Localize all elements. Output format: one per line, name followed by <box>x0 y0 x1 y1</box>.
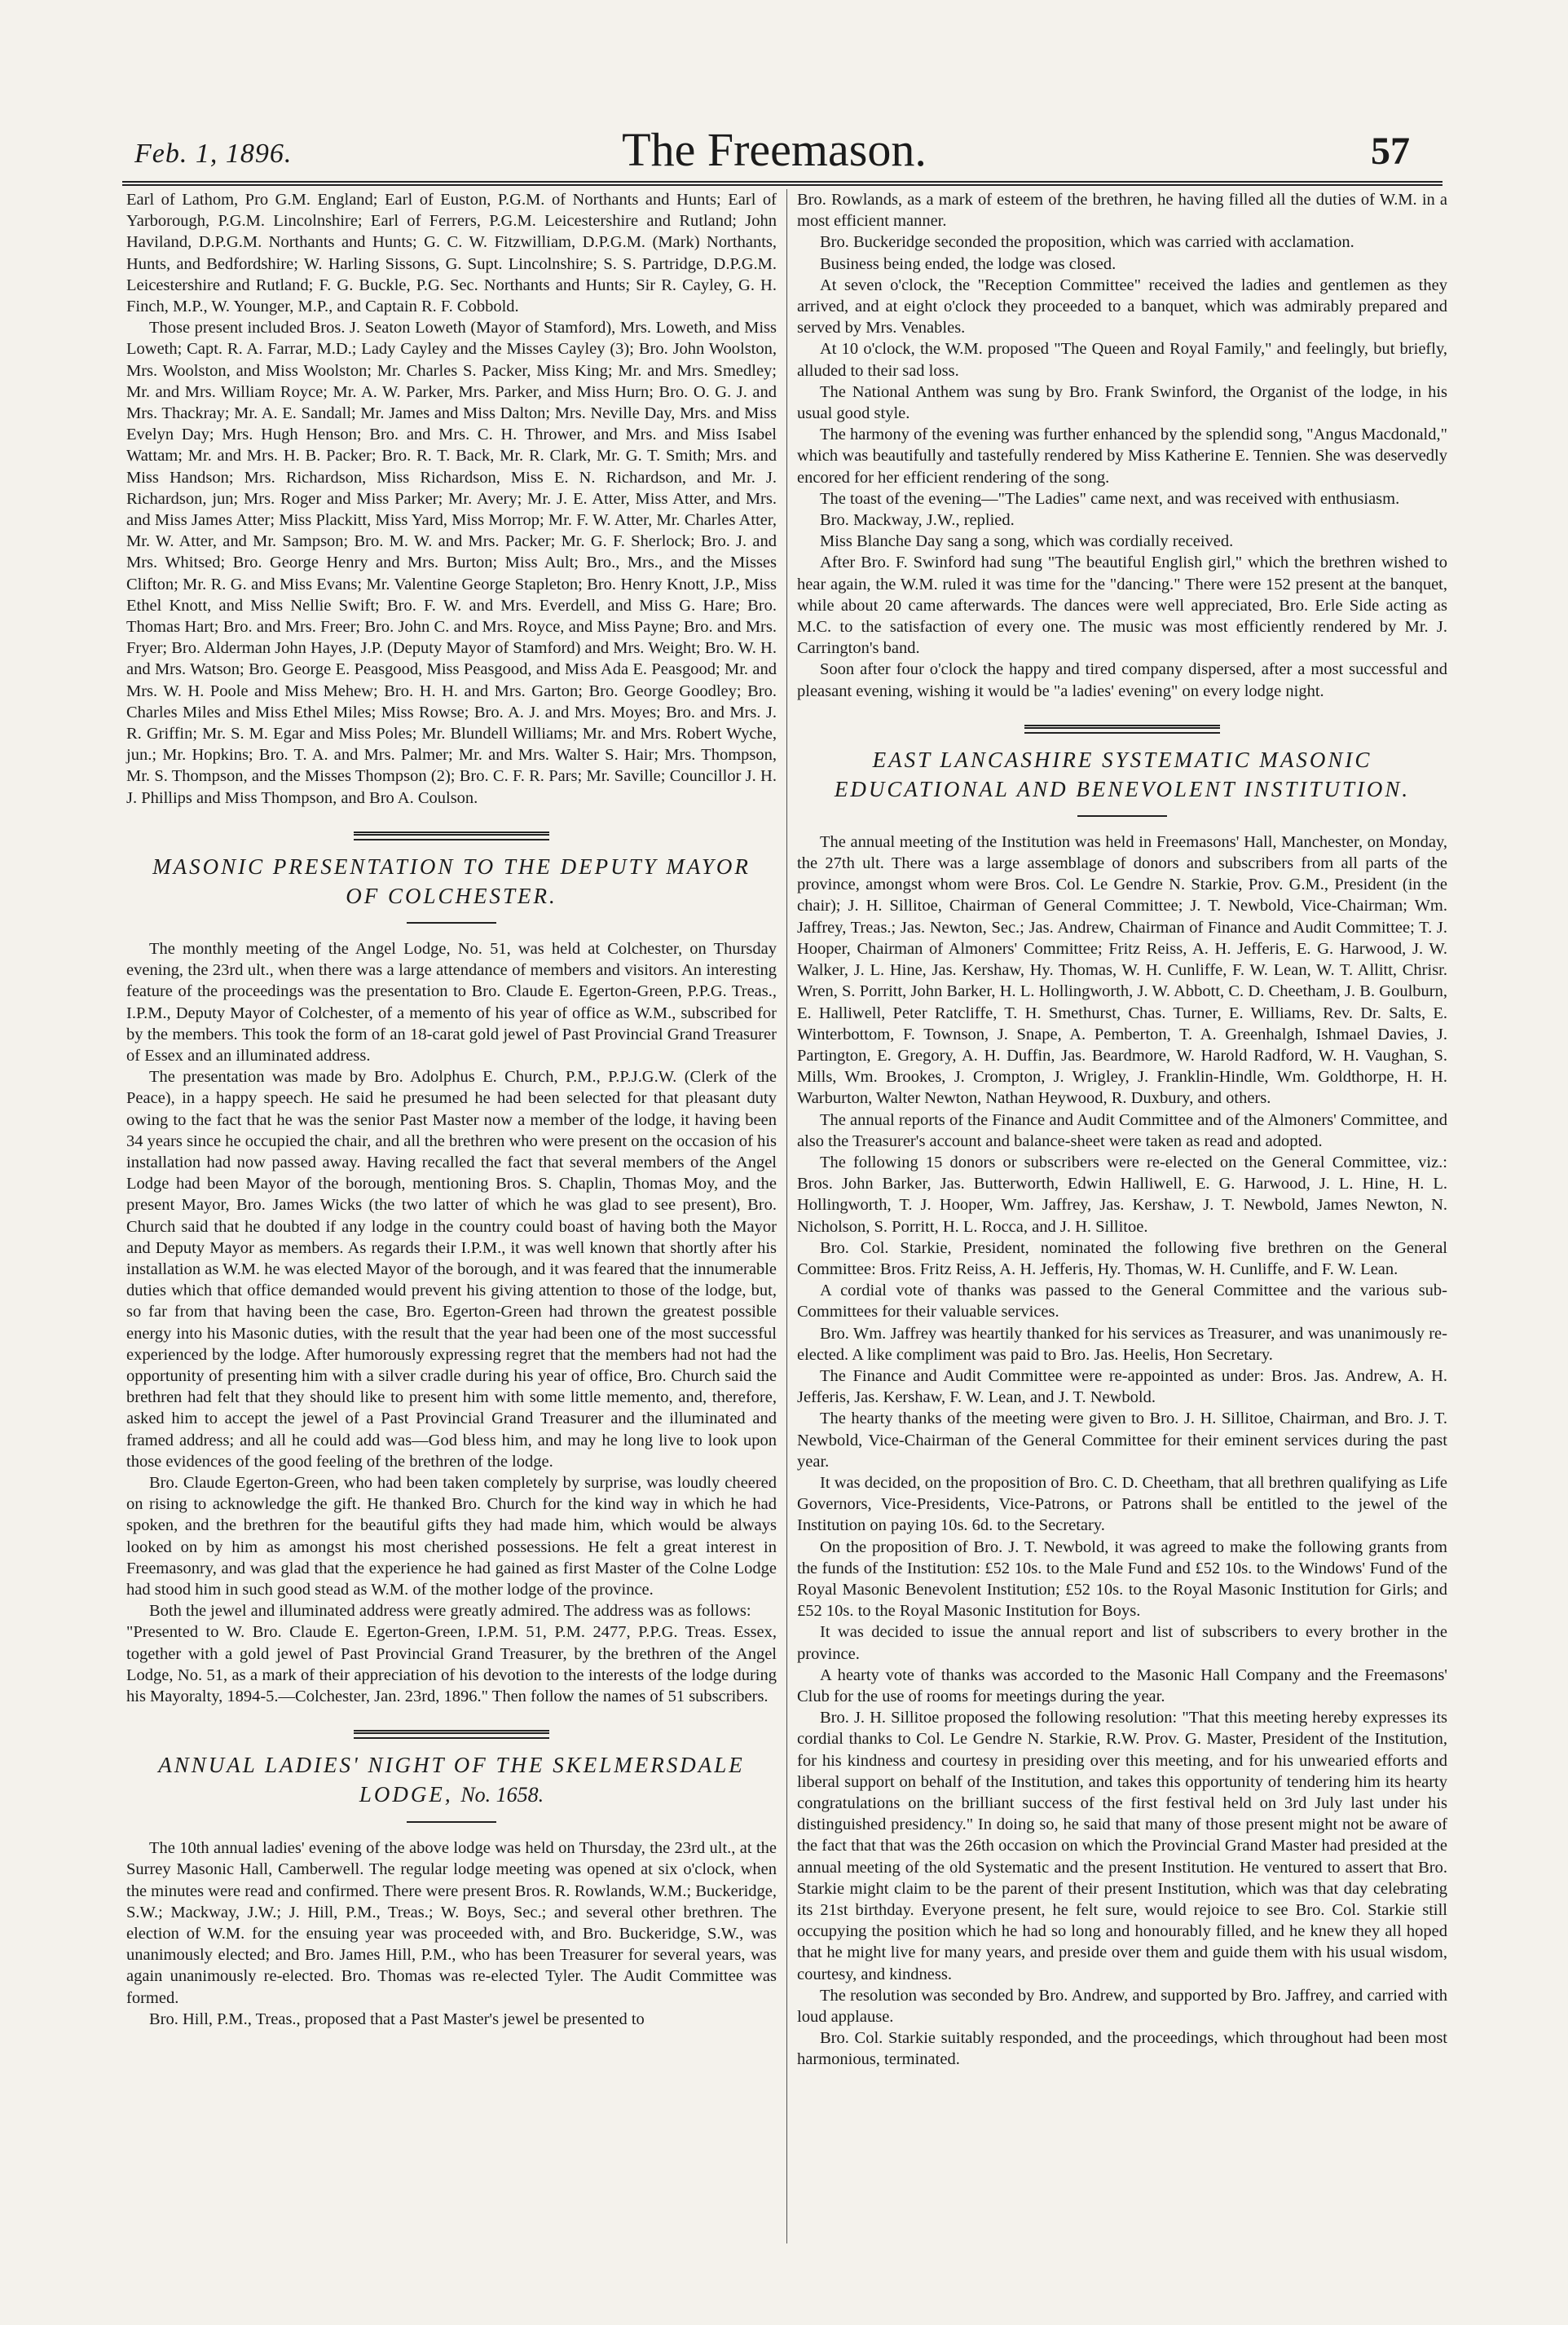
address-quotation: "Presented to W. Bro. Claude E. Egerton-Green, I.P.M. 51, P.M. 2477, P.P.G. Treas. Essex, together with a gold jewel of Past Provincial Grand Treasurer, by the brethren of the Angel Lodge, No. 51, as a mark of their appreciation of his devotion to the interests of the lodge during his Mayoralty, 1894-5.—Colchester, Jan. 23rd, 1896." Then follow the names of 51 subscribers. <box>126 1623 777 1705</box>
article-heading-colchester: MASONIC PRESENTATION TO THE DEPUTY MAYOR OF COLCHESTER. <box>152 854 751 908</box>
issue-date: Feb. 1, 1896. <box>134 139 293 169</box>
article-paragraph: After Bro. F. Swinford had sung "The beautiful English girl," which the brethren wished to hear again, the W.M. ruled it was time for the "dancing." There were 152 present at the banquet, while about 20 came afterwards. The dances were well appreciated, Bro. Erle Side acting as M.C. to the satisfaction of every one. The music was most efficiently rendered by Mr. J. Carrington's band. <box>797 554 1447 658</box>
article-paragraph: The 10th annual ladies' evening of the above lodge was held on Thursday, the 23rd ult., at the Surrey Masonic Hall, Camberwell. The regular lodge meeting was opened at six o'clock, when the minutes were read and confirmed. There were present Bros. R. Rowlands, W.M.; Buckeridge, S.W.; Mackway, J.W.; J. Hill, P.M., Treas.; W. Boys, Sec.; and several other brethren. The election of W.M. for the ensuing year was proceeded with, and Bro. Buckeridge, S.W., was unanimously elected; and Bro. James Hill, P.M., who has been Treasurer for several years, was again unanimously re-elected. Bro. Thomas was re-elected Tyler. The Audit Committee was formed. <box>126 1839 777 2007</box>
page-number: 57 <box>1371 130 1410 173</box>
article-paragraph: Miss Blanche Day sang a song, which was cordially received. <box>820 532 1234 551</box>
article-paragraph: The following 15 donors or subscribers were re-elected on the General Committee, viz.: Bros. John Barker, Jas. Butterworth, Edwin Halliwell, E. G. Harwood, J. L. Hine, H. L. Hollingworth, T. J. Hooper, Wm. Jaffrey, Jas. Kershaw, J. T. Newbold, James Newton, N. Nicholson, S. Porritt, H. L. Rocca, and J. H. Sillitoe. <box>797 1153 1447 1236</box>
section-divider <box>354 1730 549 1739</box>
newspaper-title: The Freemason. <box>622 123 927 176</box>
article-paragraph: Business being ended, the lodge was closed. <box>820 254 1117 273</box>
header-rule-thin <box>122 184 1442 186</box>
article-paragraph: A cordial vote of thanks was passed to the General Committee and the various sub-Committees for their valuable services. <box>797 1282 1447 1321</box>
article-paragraph: Bro. Hill, P.M., Treas., proposed that a Past Master's jewel be presented to <box>149 2010 645 2028</box>
article-heading-skelmersdale <box>151 1750 752 1810</box>
article-paragraph: A hearty vote of thanks was accorded to the Masonic Hall Company and the Freemasons' Club for the use of rooms for meetings during the year. <box>797 1665 1447 1705</box>
article-paragraph: Bro. J. H. Sillitoe proposed the following resolution: "That this meeting hereby expresses its cordial thanks to Col. Le Gendre N. Starkie, R.W. Prov. G. Master, President of the Institution, for his kindness and courtesy in presiding over this meeting, and for his unwearied efforts and liberal support on behalf of the Institution, and takes this opportunity of tendering him its hearty congratulations on the brilliant success of the first festival held on 3rd July last under his distinguished presidency." In doing so, he said that many of those present might not be aware of the fact that that was the 26th occasion on which the Provincial Grand Master had presided at the annual meeting of the old Systematic and the present Institution. He ventured to assert that Bro. Starkie might claim to be the parent of their present Institution, which was that day celebrating its 21st birthday. Everyone present, he felt sure, would rejoice to see Bro. Col. Starkie still occupying the position which he had so long and honourably filled, and he knew they all hoped that he might live for many years, and preside over them and guide them with his usual wisdom, courtesy, and kindness. <box>797 1709 1447 1983</box>
header-rule <box>122 181 1442 183</box>
article-paragraph: Bro. Buckeridge seconded the proposition, which was carried with acclamation. <box>820 233 1354 252</box>
article-paragraph: The presentation was made by Bro. Adolphus E. Church, P.M., P.P.J.G.W. (Clerk of the Peace), in a happy speech. He said he presumed he had been selected for that pleasant duty owing to the fact that he was the senior Past Master now a member of the lodge, it having been 34 years since he occupied the chair, and all the brethren who were present on the occasion of his installation had now passed away. Having recalled the fact that several members of the Angel Lodge had been Mayor of the borough, mentioning Bros. S. Chaplin, Thomas Moy, and the present Mayor, Bro. James Wicks (the two latter of which he was glad to see present), Bro. Church said that he doubted if any lodge in the country could boast of having both the Mayor and Deputy Mayor as members. As regards their I.P.M., it was well known that shortly after his installation as W.M. he was elected Mayor of the borough, and it was feared that the innumerable duties which that office demanded would prevent his giving attention to those of the lodge, but, so far from that having been the case, Bro. Egerton-Green had thrown the greatest possible energy into his Masonic duties, with the result that the year had been one of the most successful experienced by the lodge. After humorously expressing regret that the members had not had the opportunity of presenting him with a silver cradle during his year of office, Bro. Church said the brethren had felt that they should like to present him with some little memento, and, therefore, asked him to accept the jewel of a Past Provincial Grand Treasurer and the illuminated and framed address; and all he could add was—God bless him, and may he long live to look upon those evidences of the good feeling of the brethren of the lodge. <box>126 1068 777 1471</box>
patrons-paragraph: Earl of Lathom, Pro G.M. England; Earl of Euston, P.G.M. of Northants and Hunts; Earl of Yarborough, P.G.M. Lincolnshire; Earl of Ferrers, P.G.M. Leicestershire and Rutland; John Haviland, D.P.G.M. Northants and Hunts; G. C. W. Fitzwilliam, D.P.G.M. (Mark) Northants, Hunts, and Bedfordshire; W. Harling Sissons, G. Supt. Lincolnshire; S. S. Partridge, D.P.G.M. Leicestershire and Rutland; F. G. Buckle, P.G. Sec. Northants and Hunts; Sir R. Cayley, G. H. Finch, M.P., W. Younger, M.P., and Captain R. F. Cobbold. <box>126 191 777 316</box>
section-divider <box>1024 725 1220 734</box>
heading-underline <box>1077 815 1167 817</box>
article-paragraph: Bro. Rowlands, as a mark of esteem of the brethren, he having filled all the duties of W.M. in a most efficient manner. <box>797 191 1447 231</box>
article-paragraph: Bro. Wm. Jaffrey was heartily thanked for his services as Treasurer, and was unanimously re-elected. A like compliment was paid to Bro. Jas. Heelis, Hon Secretary. <box>797 1324 1447 1364</box>
article-paragraph: The monthly meeting of the Angel Lodge, No. 51, was held at Colchester, on Thursday evening, the 23rd ult., when there was a large attendance of members and visitors. An interesting feature of the proceedings was the presentation to Bro. Claude E. Egerton-Green, P.P.G. Treas., I.P.M., Deputy Mayor of Colchester, of a memento of his year of office as W.M., subscribed for by the members. This took the form of an 18-carat gold jewel of Past Provincial Grand Treasurer of Essex and an illuminated address. <box>126 939 777 1065</box>
left-column <box>126 189 777 2030</box>
article-paragraph: On the proposition of Bro. J. T. Newbold, it was agreed to make the following grants from the funds of the Institution: £52 10s. to the Male Fund and £52 10s. to the Windows' Fund of the Royal Masonic Benevolent Institution; £52 10s. to the Royal Masonic Institution for Girls; and £52 10s. to the Royal Masonic Institution for Boys. <box>797 1538 1447 1621</box>
article-paragraph: At seven o'clock, the "Reception Committee" received the ladies and gentlemen as they arrived, and at eight o'clock they proceeded to a banquet, which was admirably prepared and served by Mrs. Venables. <box>797 276 1447 338</box>
article-paragraph: The annual meeting of the Institution was held in Freemasons' Hall, Manchester, on Monday, the 27th ult. There was a large assemblage of donors and subscribers from all parts of the province, amongst whom were Bros. Col. Le Gendre N. Starkie, Prov. G.M., President (in the chair); J. H. Sillitoe, Chairman of General Committee; J. T. Newbold, Vice-Chairman; Wm. Jaffrey, Treas.; Jas. Newton, Sec.; Jas. Andrew, Chairman of Finance and Audit Committee; T. J. Hooper, Chairman of Almoners' Committee; Fritz Reiss, A. H. Jefferis, E. G. Harwood, J. W. Walker, J. L. Hine, Jas. Kershaw, Hy. Thomas, W. H. Cunliffe, F. W. Lean, W. T. Allitt, Chrisr. Wren, S. Porritt, John Barker, H. L. Hollingworth, J. W. Abbott, C. D. Cheetham, J. B. Goulburn, E. Halliwell, Peter Ratcliffe, T. H. Smethurst, Chas. Turner, E. Williams, Rev. Dr. Salts, E. Winterbottom, F. Townson, J. Snape, A. Pemberton, T. A. Greenhalgh, Ishmael Davies, J. Partington, E. Gregory, A. H. Duffin, Jas. Beardmore, W. Harold Radford, W. H. Vaughan, S. Mills, Wm. Brookes, J. Crompton, J. Wrigley, J. Franklin-Hindle, Wm. Goldthorpe, H. H. Warburton, Walter Newton, Nathan Heywood, R. Duxbury, and others. <box>797 832 1447 1108</box>
article-heading-east-lancashire: EAST LANCASHIRE SYSTEMATIC MASONIC EDUCATIONAL AND BENEVOLENT INSTITUTION. <box>834 747 1411 801</box>
article-paragraph: It was decided, on the proposition of Bro. C. D. Cheetham, that all brethren qualifying as Life Governors, Vice-Presidents, Vice-Patrons, or Patrons shall be entitled to the jewel of the Institution on paying 10s. 6d. to the Secretary. <box>797 1473 1447 1535</box>
article-paragraph: Both the jewel and illuminated address were greatly admired. The address was as follows: <box>149 1602 751 1621</box>
article-paragraph: Soon after four o'clock the happy and tired company dispersed, after a most successful and pleasant evening, wishing it would be "a ladies' evening" on every lodge night. <box>797 660 1447 700</box>
heading-text: ANNUAL LADIES' NIGHT OF THE SKELMERSDALE LODGE, <box>158 1753 745 1807</box>
heading-underline <box>407 1821 496 1823</box>
section-divider <box>354 832 549 840</box>
article-paragraph: The annual reports of the Finance and Audit Committee and of the Almoners' Committee, and also the Treasurer's account and balance-sheet were taken as read and adopted. <box>797 1110 1447 1150</box>
column-divider <box>786 189 787 2243</box>
article-paragraph: Bro. Claude Egerton-Green, who had been taken completely by surprise, was loudly cheered on rising to acknowledge the gift. He thanked Bro. Church for the kind way in which he had spoken, and the brethren for the beautiful gifts they had made him, which would be always looked on by him as amongst his most cherished possessions. He felt a great interest in Freemasonry, and was glad that the experience he had gained as first Master of the Colne Lodge had stood him in such good stead as W.M. of the mother lodge of the province. <box>126 1473 777 1599</box>
article-paragraph: Bro. Col. Starkie, President, nominated the following five brethren on the General Committee: Bros. Fritz Reiss, A. H. Jefferis, Hy. Thomas, W. H. Cunliffe, and F. W. Lean. <box>797 1238 1447 1278</box>
heading-underline <box>407 922 496 924</box>
article-paragraph: Bro. Col. Starkie suitably responded, and the proceedings, which throughout had been most harmonious, terminated. <box>797 2029 1447 2069</box>
article-paragraph: Bro. Mackway, J.W., replied. <box>820 511 1015 530</box>
article-paragraph: The National Anthem was sung by Bro. Frank Swinford, the Organist of the lodge, in his usual good style. <box>797 382 1447 423</box>
attendees-paragraph: Those present included Bros. J. Seaton Loweth (Mayor of Stamford), Mrs. Loweth, and Miss Loweth; Capt. R. A. Farrar, M.D.; Lady Cayley and the Misses Cayley (3); Bro. John Woolston, Mrs. Woolston, and Miss Woolston; Mr. Charles S. Packer, Miss King; Mr. and Mrs. Smedley; Mr. and Mrs. William Royce; Mr. A. W. Parker, Mrs. Parker, and Miss Hurn; Bro. O. G. J. and Mrs. Thackray; Mr. A. E. Sandall; Mr. James and Miss Dalton; Mrs. Neville Day, Mrs. and Miss Evelyn Day; Mrs. Hugh Henson; Bro. and Mrs. C. H. Thrower, and Mrs. and Miss Isabel Wattam; Mr. and Mrs. H. B. Packer; Bro. R. T. Back, Mr. R. Clark, Mr. G. T. Smith; Mrs. and Miss Handson; Mrs. Richardson, Miss Richardson, Miss E. N. Richardson, and Mr. J. Richardson, jun; Mrs. Roger and Miss Parker; Mr. Avery; Mr. J. E. Atter, Miss Atter, and Mrs. and Miss James Atter; Miss Plackitt, Miss Yard, Miss Morrop; Mr. F. W. Atter, Mr. Charles Atter, Mr. W. Atter, and Mr. Sampson; Bro. M. W. and Mrs. Packer; Mr. G. F. Sherlock; Bro. J. and Mrs. Whitsed; Bro. George Henry and Mrs. Burton; Miss Ault; Bro., Mrs., and the Misses Clifton; Mr. R. G. and Miss Evans; Mr. Valentine George Stapleton; Bro. Henry Knott, J.P., Miss Ethel Knott, and Miss Nellie Swift; Bro. F. W. and Mrs. Everdell, and Miss G. Hare; Bro. Thomas Hart; Bro. and Mrs. Freer; Bro. John C. and Mrs. Royce, and Miss Payne; Bro. and Mrs. Fryer; Bro. Alderman John Hayes, J.P. (Deputy Mayor of Stamford) and Mrs. Weight; Bro. W. H. and Mrs. Watson; Bro. George E. Peasgood, Miss Peasgood, and Miss Ada E. Peasgood; Mr. and Mrs. W. H. Poole and Miss Mehew; Bro. H. H. and Mrs. Garton; Bro. George Goodley; Bro. Charles Miles and Miss Ethel Miles; Miss Rowse; Bro. A. J. and Mrs. Moyes; Bro. and Mrs. J. R. Griffin; Mr. S. M. Egar and Miss Poles; Mr. Blundell Williams; Mr. and Mrs. Robert Wyche, jun.; Mr. Hopkins; Bro. T. A. and Mrs. Palmer; Mr. and Mrs. Walter S. Hair; Mrs. Thompson, Mr. S. Thompson, and the Misses Thompson (2); Bro. C. F. R. Pars; Mr. Saville; Councillor J. H. J. Phillips and Miss Thompson, and Bro A. Coulson. <box>126 319 777 807</box>
lodge-number: No. 1658. <box>460 1783 544 1807</box>
article-paragraph: The Finance and Audit Committee were re-appointed as under: Bros. Jas. Andrew, A. H. Jefferis, Jas. Kershaw, F. W. Lean, and J. T. Newbold. <box>797 1366 1447 1407</box>
right-column <box>797 189 1447 2071</box>
article-paragraph: The hearty thanks of the meeting were given to Bro. J. H. Sillitoe, Chairman, and Bro. J. T. Newbold, Vice-Chairman of the General Committee for their eminent services during the past year. <box>797 1410 1447 1471</box>
article-paragraph: The harmony of the evening was further enhanced by the splendid song, "Angus Macdonald," which was beautifully and tastefully rendered by Miss Katherine E. Tennien. She was deservedly encored for her efficient rendering of the song. <box>797 426 1447 487</box>
article-paragraph: It was decided to issue the annual report and list of subscribers to every brother in the province. <box>797 1623 1447 1663</box>
article-paragraph: The toast of the evening—"The Ladies" came next, and was received with enthusiasm. <box>820 489 1400 508</box>
masthead <box>122 122 1426 179</box>
article-paragraph: At 10 o'clock, the W.M. proposed "The Queen and Royal Family," and feelingly, but briefly, alluded to their sad loss. <box>797 340 1447 380</box>
article-paragraph: The resolution was seconded by Bro. Andrew, and supported by Bro. Jaffrey, and carried with loud applause. <box>797 1986 1447 2027</box>
